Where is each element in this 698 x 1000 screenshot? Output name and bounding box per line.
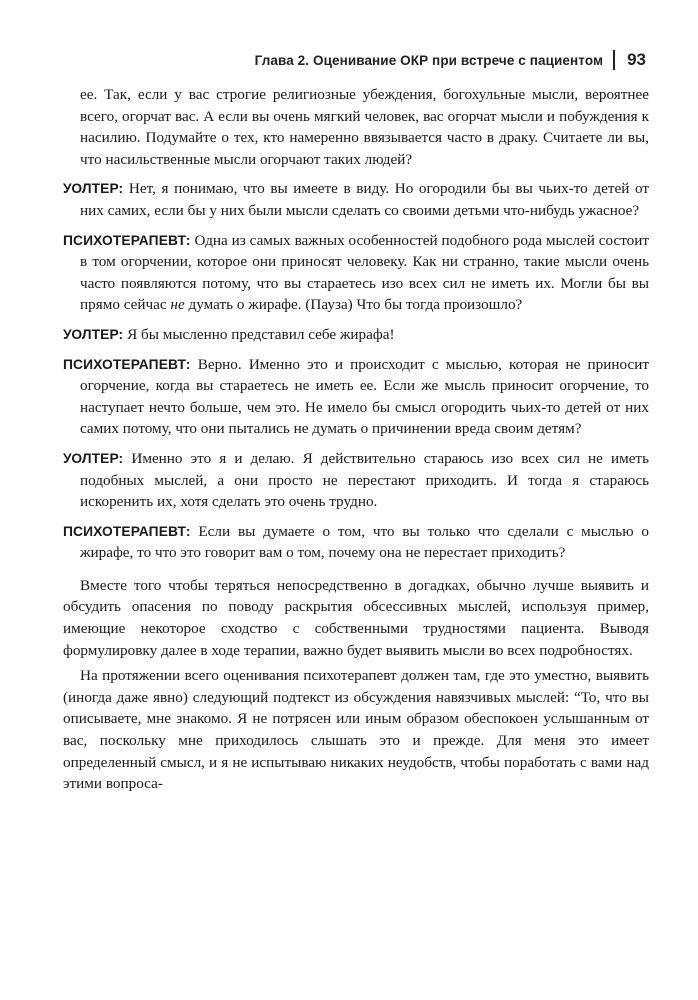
dialogue-text: Если вы думаете о том, что вы только что сделали с мыслью о жирафе, то что это говорит вам о том, почему она не перестает приходить?: [80, 522, 649, 562]
speaker-label: ПСИХОТЕРАПЕВТ:: [63, 232, 191, 248]
page-body: [63, 84, 649, 795]
dialogue-text: Одна из самых важных особенностей подобного рода мыслей состоит в том огорчении, которое они приносят человеку. Как ни странно, такие мысли очень часто появляются потому, что вы стараетесь изо всех сил не иметь их. Могли бы вы прямо сейчас: [80, 231, 649, 314]
body-paragraph: Вместе того чтобы теряться непосредственно в догадках, обычно лучше выявить и обсудить опасения по поводу раскрытия обсессивных мыслей, используя пример, имеющие некоторое сходство с собственными трудностями пациента. Выводя формулировку далее в ходе терапии, важно будет выявить мысли во всех подробностях.: [63, 576, 649, 659]
dialogue-line: [63, 324, 649, 346]
dialogue-line: [63, 521, 649, 564]
dialogue-text: думать о жирафе. (Пауза) Что бы тогда произошло?: [188, 296, 523, 314]
running-header: [255, 50, 646, 70]
page-number: 93: [627, 50, 646, 69]
speaker-label: УОЛТЕР:: [63, 181, 124, 197]
speaker-label: УОЛТЕР:: [63, 326, 124, 342]
dialogue-line: [63, 448, 649, 513]
dialogue-text: Именно это я и делаю. Я действительно стараюсь изо всех сил не иметь подобных мыслей, а они просто не перестают приходить. И тогда я стараюсь искоренить их, хотя сделать это очень трудно.: [80, 449, 649, 511]
continued-paragraph: ее. Так, если у вас строгие религиозные убеждения, богохульные мысли, вероятнее всего, огорчат вас. А если вы очень мягкий человек, вас огорчат мысли и побуждения к насилию. Подумайте о тех, кто намеренно ввязывается часто в драку. Считаете ли вы, что насильственные мысли огорчают таких людей?: [80, 86, 649, 168]
speaker-label: ПСИХОТЕРАПЕВТ:: [63, 523, 191, 539]
emphasized-word: не: [170, 296, 185, 314]
chapter-title: Глава 2. Оценивание ОКР при встрече с пациентом: [254, 52, 604, 68]
dialogue-line: [63, 354, 649, 440]
speaker-label: ПСИХОТЕРАПЕВТ:: [63, 356, 191, 372]
dialogue-text: Я бы мысленно представил себе жирафа!: [127, 325, 395, 343]
header-divider: [613, 50, 615, 70]
speaker-label: УОЛТЕР:: [63, 450, 124, 466]
dialogue-text: Нет, я понимаю, что вы имеете в виду. Но огородили бы вы чьих-то детей от них самих, если бы у них были мысли сделать со своими детьми что-нибудь ужасное?: [80, 180, 649, 219]
dialogue-text: Верно. Именно это и происходит с мыслью, которая не приносит огорчение, когда вы стараетесь не иметь ее. Если же мысль приносит огорчение, то наступает нечто больше, чем это. Не имело бы смысл огородить чьих-то детей от них самих потому, что они пытались не думать о причинении вреда своим детям?: [80, 355, 649, 438]
dialogue-line: [63, 178, 649, 221]
dialogue-line: [63, 230, 649, 316]
body-paragraph: На протяжении всего оценивания психотерапевт должен там, где это уместно, выявить (иногда даже явно) следующий подтекст из обсуждения навязчивых мыслей: “То, что вы описываете, мне знакомо. Я не потрясен или иным образом обеспокоен услышанным от вас, поскольку мне приходилось слышать это и прежде. Для меня это имеет определенный смысл, и я не испытываю никаких неудобств, чтобы поработать с вами над этими вопроса-: [63, 667, 649, 793]
